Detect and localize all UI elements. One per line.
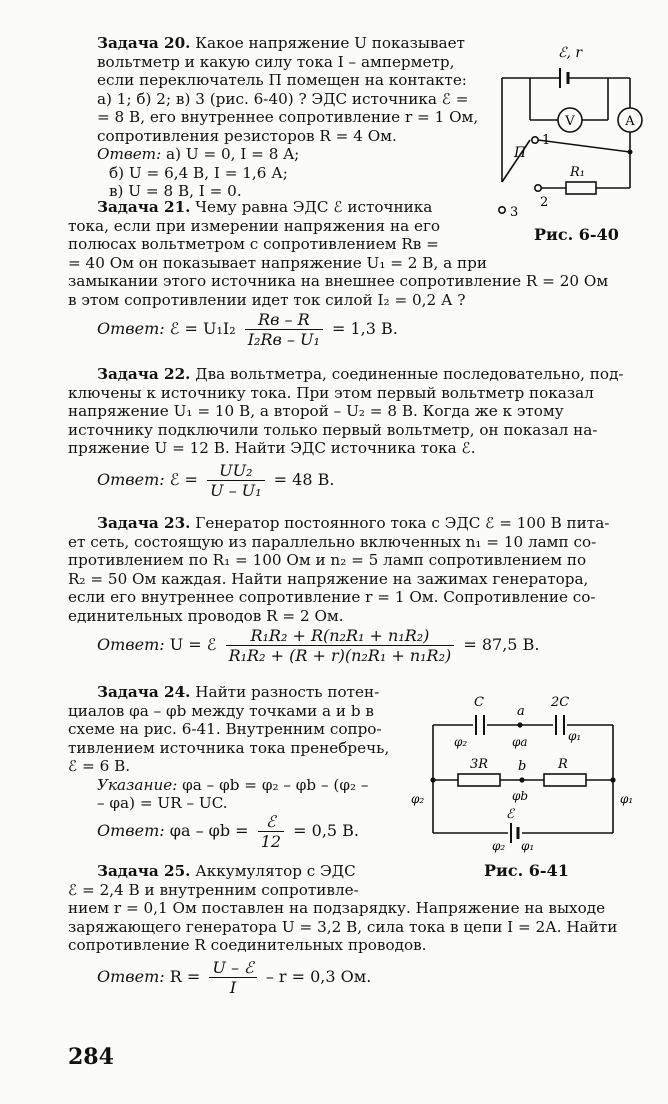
problem-23-title: Задача 23. <box>97 514 191 532</box>
resistor-3r-label: 3R <box>470 757 489 772</box>
figure-6-41-circuit <box>408 690 648 858</box>
answer-label: Ответ: <box>97 319 165 338</box>
answer-22: Ответ: ℰ = $\frac{\text{UU₂}}{\text{U – U₁}}$ = 48 В. <box>97 461 335 500</box>
emf-label: ℰ <box>506 807 514 822</box>
figure-6-40-caption: Рис. 6-40 <box>534 225 619 244</box>
phi1-right: φ₁ <box>620 792 634 806</box>
problem-21-body: тока, если при измерении напряжения на его полюсах вольтметром с сопротивлением Rв = = 40 Ом он показывает напряжение U₁ = 2 В, а при замыкании этого источника на внешнее сопротивление R = 20 Ом в этом сопротивлении идет ток силой I₂ = 0,2 А ? <box>68 216 609 309</box>
answer-24-fraction: $\frac{\text{ℰ}}{12}$ <box>258 812 284 851</box>
answer-label: Ответ: <box>97 145 162 163</box>
problem-25-title: Задача 25. <box>97 862 191 880</box>
page-number: 284 <box>68 1044 114 1070</box>
problem-24: Задача 24. Найти разность потен- циалов φa – φb между точками a и b в схеме на рис. 6-41. Внутренним сопро- тивлением источника тока пренебречь, ℰ = 6 В. Указание: φa – φb = φ₂ – φb – (φ₂ – – φa) = UR – UC. <box>68 683 390 812</box>
voltmeter-label: V <box>565 114 575 129</box>
problem-24-title: Задача 24. <box>97 683 191 701</box>
problem-21-title: Задача 21. <box>97 198 191 216</box>
phi2-left: φ₂ <box>411 792 425 806</box>
problem-20: Задача 20. Какое напряжение U показывает вольтметр и какую силу тока I – амперметр, если переключатель П помещен на контакте: а) 1; б) 2; в) 3 (рис. 6-40) ? ЭДС источника ℰ = = 8 В, его внутреннее сопротивление r = 1 Ом, сопротивления резисторов R = 4 Ом. Ответ: а) U = 0, I = 8 A; б) U = 6,4 В, I = 1,6 А; в) U = 8 В, I = 0. <box>97 34 479 200</box>
answer-label: Ответ: <box>97 635 165 654</box>
answer-21-fraction: $\frac{Rв - R}{\text{I₂Rв – U₁}}$ <box>245 310 323 349</box>
answer-24: Ответ: φa – φb = $\frac{\text{ℰ}}{12}$ = 0,5 В. <box>97 812 360 851</box>
answer-21: Ответ: ℰ = U₁I₂ $\frac{Rв - R}{\text{I₂Rв – U₁}}$ = 1,3 В. <box>97 310 398 349</box>
problem-23: Задача 23. Генератор постоянного тока с ЭДС ℰ = 100 В пита- ет сеть, состоящую из параллельно включенных n₁ = 10 ламп со- противлением по R₁ = 100 Ом и n₂ = 5 ламп сопротивлением по R₂ = 50 Ом каждая. Найти напряжение на зажимах генератора, если его внутреннее сопротивление r = 1 Ом. Сопротивление со- единительных проводов R = 2 Ом. <box>68 514 610 625</box>
problem-25: Задача 25. Аккумулятор с ЭДС ℰ = 2,4 В и внутренним сопротивле- нием r = 0,1 Ом поставлен на подзарядку. Напряжение на выходе заряжающего генератора U = 3,2 В, сила тока в цепи I = 2А. Найти сопротивление R соединительных проводов. <box>68 862 618 954</box>
r1-label: R₁ <box>570 165 585 180</box>
answer-label: Ответ: <box>97 821 165 840</box>
answer-22-fraction: $\frac{\text{UU₂}}{\text{U – U₁}}$ <box>207 461 265 500</box>
point-b-label: b <box>518 759 527 774</box>
figure-6-41-caption: Рис. 6-41 <box>484 861 569 880</box>
ammeter-label: A <box>625 114 635 129</box>
answer-25-fraction: $\frac{\text{U – ℰ}}{I}$ <box>209 958 256 997</box>
contact-2: 2 <box>540 195 549 210</box>
answer-23-fraction: $\frac{\text{R₁R₂ + R(n₂R₁ + n₁R₂)}}{\text{R₁R₂ + (R + r)(n₂R₁ + n₁R₂)}}$ <box>226 626 455 665</box>
phi1-bottom: φ₁ <box>521 839 535 853</box>
point-a-label: a <box>517 704 525 719</box>
switch-label: П <box>514 145 527 161</box>
resistor-r-label: R <box>558 757 568 772</box>
capacitor-2c-label: 2C <box>551 695 570 710</box>
problem-22-title: Задача 22. <box>97 365 191 383</box>
problem-22: Задача 22. Два вольтметра, соединенные последовательно, под- ключены к источнику тока. При этом первый вольтметр показал напряжение U₁ = 10 В, а второй – U₂ = 8 В. Когда же к этому источнику подключили только первый вольтметр, он показал на- пряжение U = 12 В. Найти ЭДС источника тока ℰ. <box>68 365 624 457</box>
phib-label: φb <box>512 789 529 803</box>
phi2-bottom: φ₂ <box>492 839 506 853</box>
contact-3: 3 <box>510 205 519 220</box>
problem-21: Задача 21. Чему равна ЭДС ℰ источника <box>97 198 433 216</box>
phia-label: φa <box>512 735 528 749</box>
phi2-top: φ₂ <box>454 735 468 749</box>
emf-label: ℰ, r <box>558 45 583 61</box>
answer-23: Ответ: U = ℰ $\frac{\text{R₁R₂ + R(n₂R₁ + n₁R₂)}}{\text{R₁R₂ + (R + r)(n₂R₁ + n₁R₂)}}$ = 87,5 В. <box>97 626 540 665</box>
answer-25: Ответ: R = $\frac{\text{U – ℰ}}{I}$ – r = 0,3 Ом. <box>97 958 372 997</box>
figure-6-40-circuit <box>490 40 650 222</box>
hint-label: Указание: <box>97 775 178 794</box>
problem-20-title: Задача 20. <box>97 34 191 52</box>
contact-1: 1 <box>542 133 551 148</box>
phi1-top: φ₁ <box>568 729 582 743</box>
capacitor-c-label: C <box>474 695 484 710</box>
answer-label: Ответ: <box>97 967 165 986</box>
answer-label: Ответ: <box>97 470 165 489</box>
